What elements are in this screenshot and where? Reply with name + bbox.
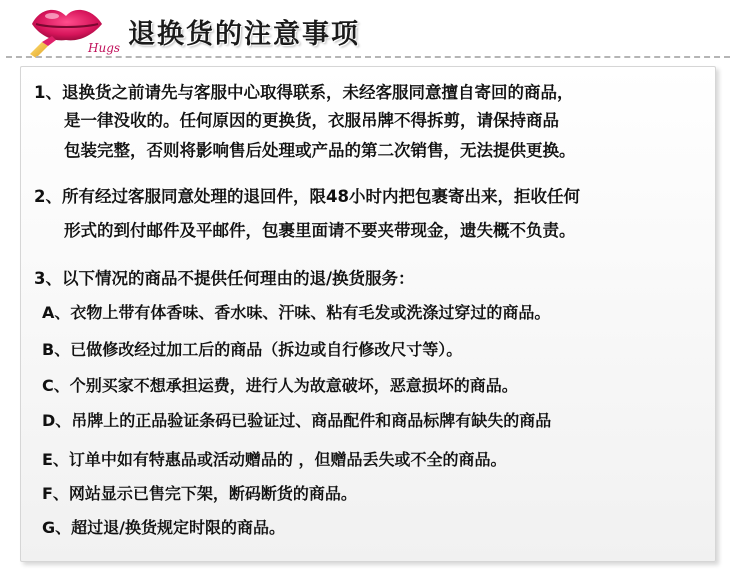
section1-line2: 是一律没收的。任何原因的更换货，衣服吊牌不得拆剪，请保持商品 — [64, 111, 559, 130]
section3-heading: 3、以下情况的商品不提供任何理由的退/换货服务： — [34, 269, 415, 288]
list-item: F、网站显示已售完下架，断码断货的商品。 — [42, 484, 357, 503]
list-item: A、衣物上带有体香味、香水味、汗味、粘有毛发或洗涤过穿过的商品。 — [42, 303, 551, 322]
header — [0, 0, 736, 60]
page-title: 退换货的注意事项 — [128, 19, 360, 50]
list-item: C、个别买家不想承担运费，进行人为故意破坏，恶意损坏的商品。 — [42, 376, 518, 395]
section1-line1: 1、退换货之前请先与客服中心取得联系，未经客服同意擅自寄回的商品， — [34, 83, 574, 102]
lips-logo-icon — [22, 2, 132, 60]
logo-text: Hugs — [88, 41, 121, 55]
header-divider — [6, 56, 730, 58]
list-item: D、吊牌上的正品验证条码已验证过、商品配件和商品标牌有缺失的商品 — [42, 411, 552, 430]
list-item: G、超过退/换货规定时限的商品。 — [42, 518, 285, 537]
section1-line3: 包装完整，否则将影响售后处理或产品的第二次销售，无法提供更换。 — [64, 141, 576, 160]
section2-line2: 形式的到付邮件及平邮件，包裹里面请不要夹带现金，遗失概不负责。 — [64, 221, 576, 240]
section2-line1: 2、所有经过客服同意处理的退回件，限48小时内把包裹寄出来，拒收任何 — [34, 187, 580, 206]
list-item: B、已做修改经过加工后的商品（拆边或自行修改尺寸等）。 — [42, 340, 463, 359]
list-item: E、订单中如有特惠品或活动赠品的 ，但赠品丢失或不全的商品。 — [42, 450, 507, 469]
